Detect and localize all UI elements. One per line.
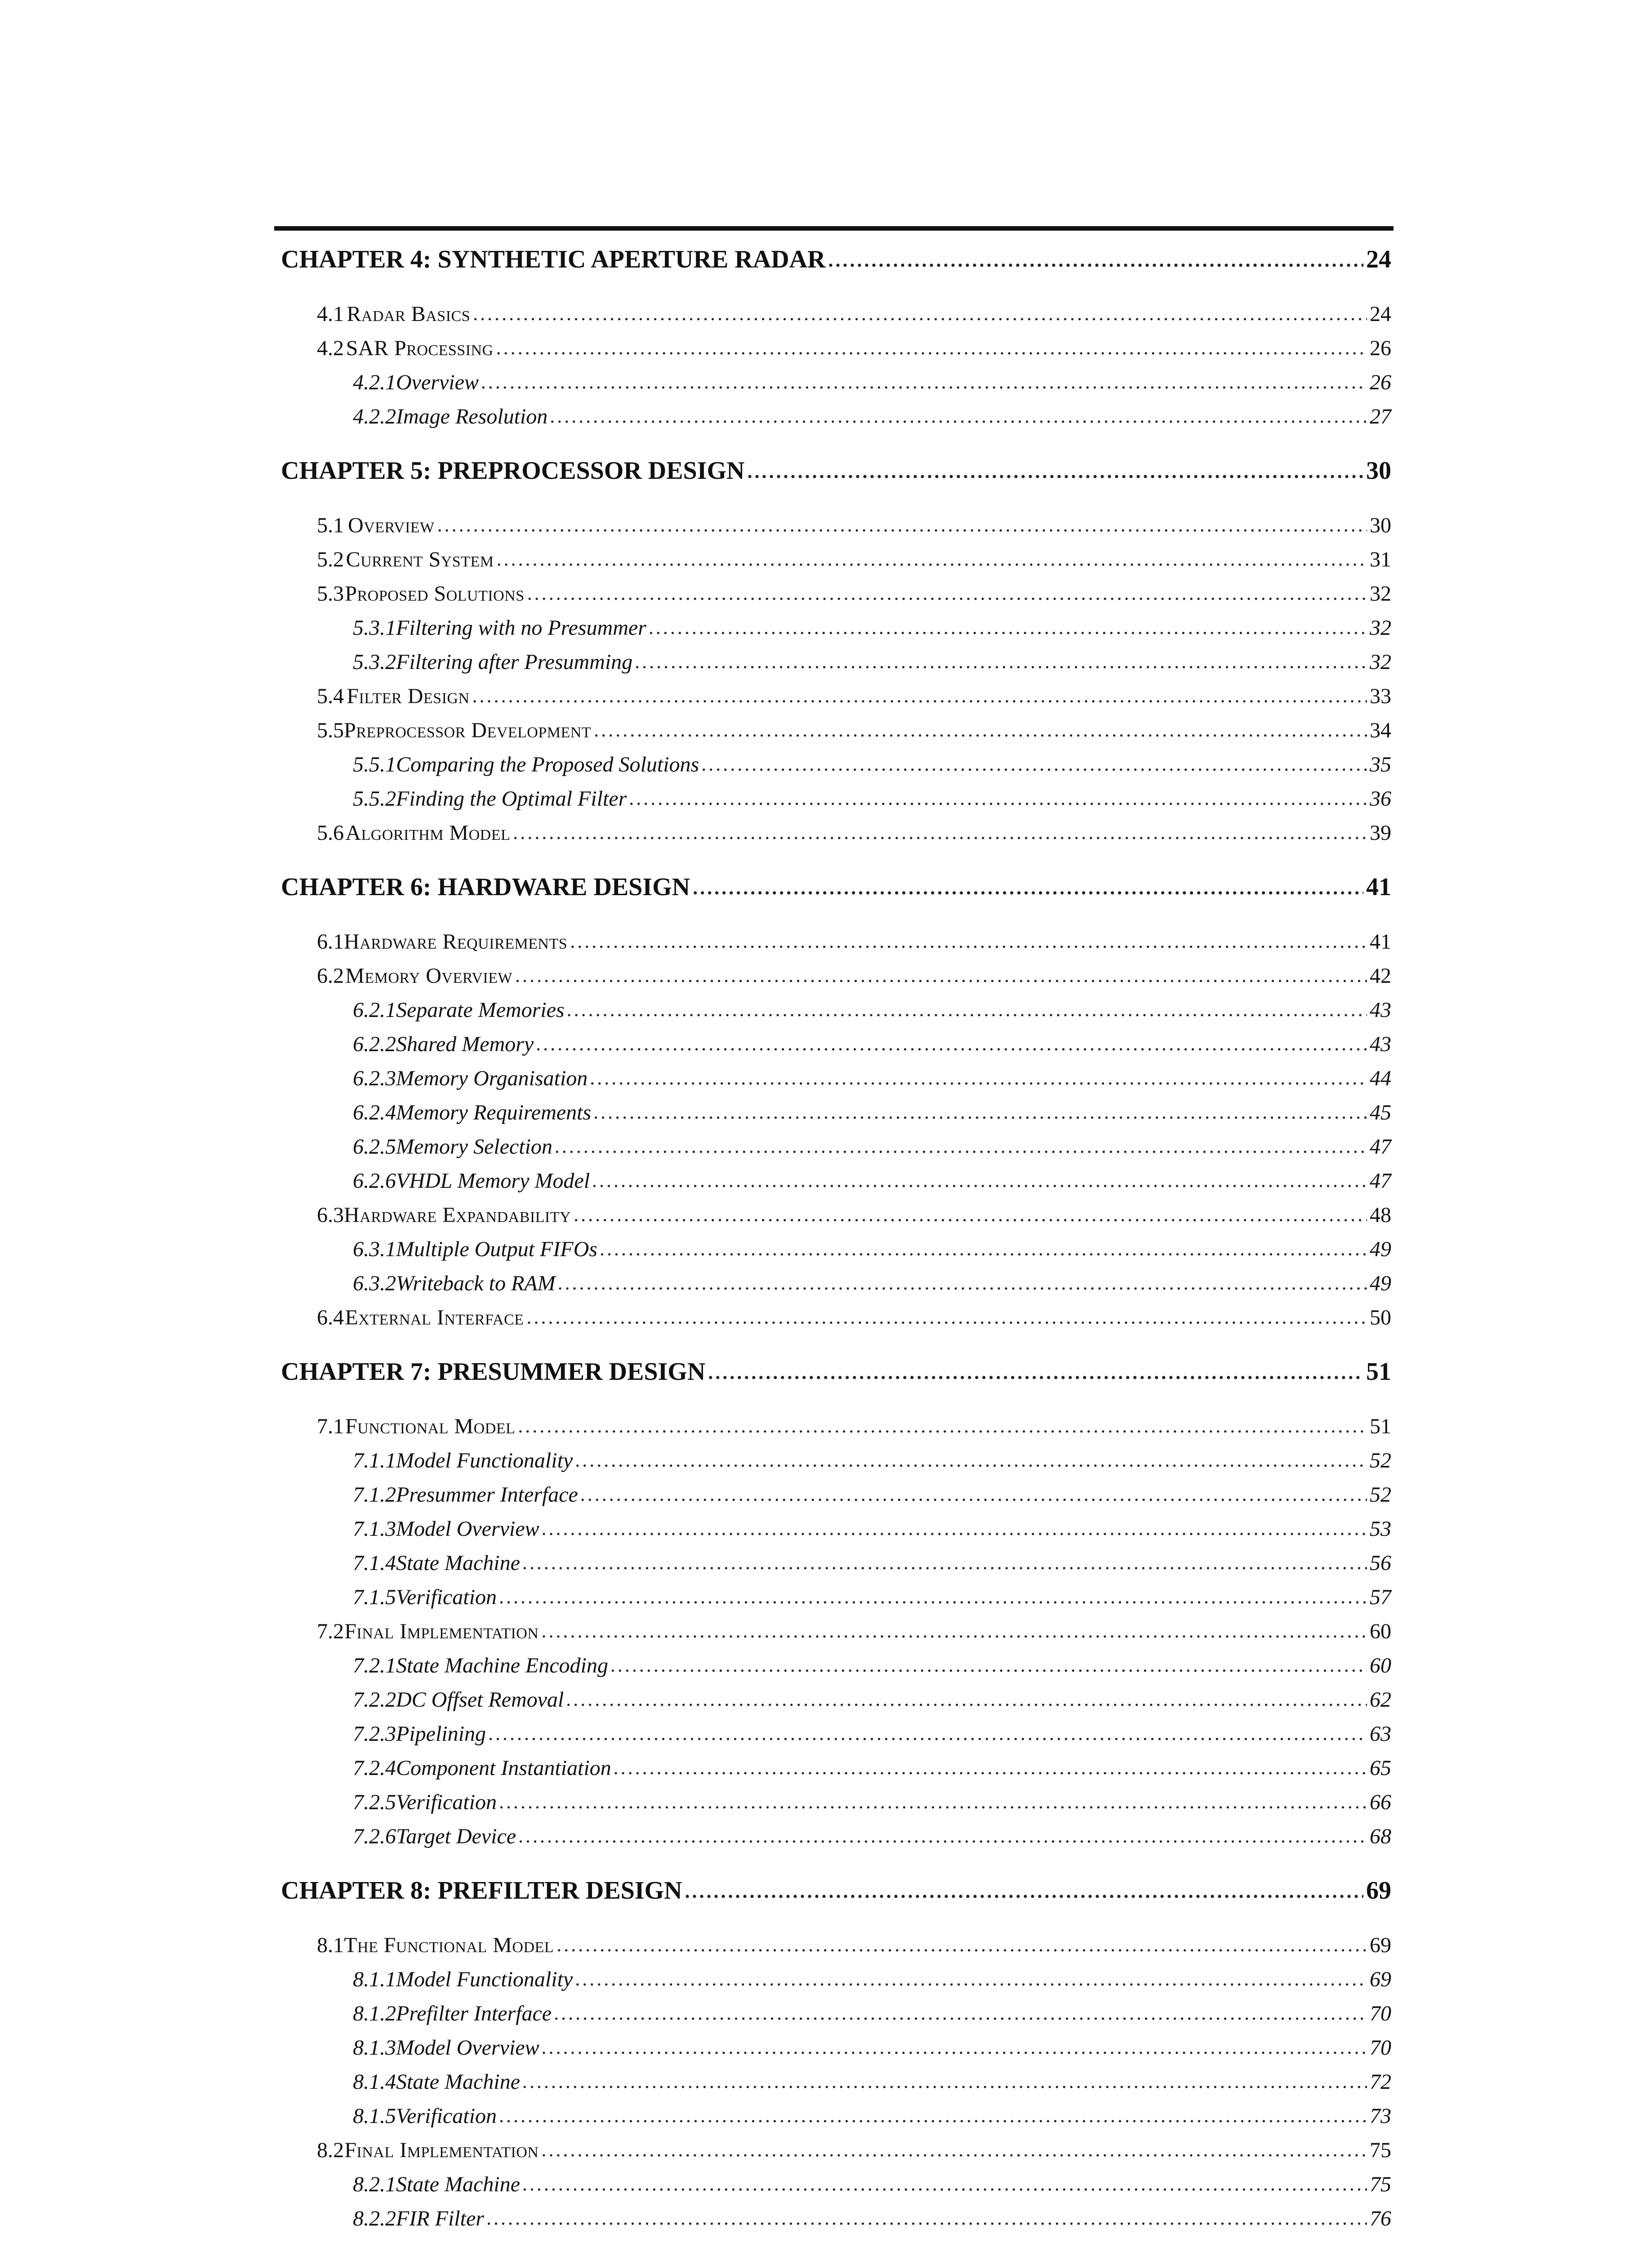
toc-subsection-row: [281, 370, 1391, 404]
toc-entry-title: Component Instantiation: [396, 1756, 611, 1780]
toc-entry-number: 7.2: [317, 1619, 344, 1643]
toc-entry-number: 7.1.1: [353, 1449, 396, 1472]
toc-section-row: [281, 929, 1391, 963]
toc-entry-title: Memory Requirements: [396, 1101, 592, 1124]
dot-leader: [557, 1933, 1367, 1956]
toc-chapter-row: [281, 456, 1391, 491]
toc-page-number: 60: [1370, 1654, 1391, 1677]
toc-page-number: 26: [1370, 370, 1391, 394]
toc-page-number: 43: [1370, 998, 1391, 1022]
toc-page-number: 26: [1370, 336, 1391, 360]
toc-entry-title: Preprocessor Development: [344, 718, 592, 742]
toc-page-number: 41: [1370, 930, 1391, 954]
toc-subsection-row: [281, 752, 1391, 786]
dot-leader: [635, 650, 1367, 673]
toc-entry-title: Image Resolution: [396, 405, 548, 428]
toc-page-number: 39: [1370, 821, 1391, 845]
toc-subsection-row: [281, 998, 1391, 1032]
dot-leader: [592, 1169, 1367, 1192]
toc-entry-title: Verification: [396, 2104, 497, 2128]
toc-subsection-row: [281, 2104, 1391, 2138]
dot-leader: [499, 2104, 1367, 2127]
toc-subsection-row: [281, 1756, 1391, 1790]
toc-page-number: 49: [1370, 1237, 1391, 1261]
toc-page-number: 76: [1370, 2207, 1391, 2230]
toc-entry-title: Memory Selection: [396, 1135, 552, 1159]
toc-entry-title: Final Implementation: [344, 2138, 539, 2162]
toc-chapter-row: [281, 1357, 1391, 1392]
table-of-contents: [281, 245, 1391, 2240]
dot-leader: [523, 1551, 1367, 1574]
toc-page-number: 66: [1370, 1790, 1391, 1814]
toc-page-number: 70: [1370, 2002, 1391, 2025]
dot-leader: [526, 1306, 1367, 1329]
dot-leader: [558, 1271, 1367, 1294]
toc-entry-number: 7.1.4: [353, 1551, 396, 1575]
toc-entry-title: Model Overview: [396, 2036, 539, 2060]
toc-page-number: 33: [1370, 684, 1391, 708]
toc-page-number: 48: [1370, 1203, 1391, 1227]
toc-page-number: 43: [1370, 1032, 1391, 1056]
toc-entry-number: 8.2.1: [353, 2172, 396, 2196]
toc-subsection-row: [281, 1687, 1391, 1722]
dot-leader: [519, 1824, 1367, 1847]
dot-leader: [594, 1101, 1367, 1124]
toc-entry-number: 6.2.3: [353, 1066, 396, 1090]
toc-subsection-row: [281, 1237, 1391, 1271]
toc-entry-title: VHDL Memory Model: [396, 1169, 590, 1193]
toc-entry-number: 7.2.5: [353, 1790, 396, 1814]
toc-page-number: 24: [1370, 302, 1391, 326]
toc-entry-title: Proposed Solutions: [345, 582, 525, 606]
toc-entry-title: Separate Memories: [396, 998, 565, 1022]
toc-entry-title: Final Implementation: [344, 1619, 539, 1643]
toc-page-number: 49: [1370, 1271, 1391, 1295]
toc-entry-number: 7.2.4: [353, 1756, 396, 1780]
toc-entry-title: SAR Processing: [346, 336, 494, 360]
toc-entry-number: 5.1: [317, 513, 344, 537]
dot-leader: [600, 1237, 1367, 1260]
toc-page-number: 27: [1370, 405, 1391, 428]
toc-entry-number: 8.1.4: [353, 2070, 396, 2094]
toc-entry-number: 7.1: [317, 1414, 344, 1438]
toc-section-row: [281, 302, 1391, 336]
toc-page-number: 52: [1370, 1483, 1391, 1507]
toc-entry-title: CHAPTER 6: HARDWARE DESIGN: [281, 873, 690, 901]
dot-leader: [629, 787, 1367, 810]
dot-leader: [708, 1361, 1363, 1384]
toc-entry-title: State Machine: [396, 2172, 520, 2196]
toc-entry-title: Memory Overview: [345, 964, 512, 988]
toc-subsection-row: [281, 1482, 1391, 1517]
toc-entry-number: 7.2.2: [353, 1688, 396, 1712]
toc-entry-number: 7.2.3: [353, 1722, 396, 1746]
toc-entry-title: External Interface: [345, 1306, 524, 1329]
dot-leader: [566, 1688, 1367, 1711]
toc-entry-number: 8.1.5: [353, 2104, 396, 2128]
toc-page-number: 41: [1366, 873, 1391, 901]
toc-subsection-row: [281, 2035, 1391, 2070]
dot-leader: [590, 1066, 1367, 1089]
toc-page-number: 63: [1370, 1722, 1391, 1746]
dot-leader: [489, 1722, 1367, 1745]
toc-entry-title: State Machine: [396, 1551, 520, 1575]
toc-entry-title: Algorithm Model: [345, 821, 511, 845]
toc-page-number: 75: [1370, 2172, 1391, 2196]
toc-entry-title: Comparing the Proposed Solutions: [396, 753, 699, 776]
toc-subsection-row: [281, 786, 1391, 821]
dot-leader: [575, 1967, 1367, 1990]
toc-entry-title: Memory Organisation: [396, 1066, 588, 1090]
toc-entry-title: Filtering with no Presummer: [396, 616, 646, 640]
toc-page-number: 50: [1370, 1306, 1391, 1329]
toc-entry-number: 6.2.1: [353, 998, 396, 1022]
toc-entry-number: 6.2.4: [353, 1101, 396, 1124]
dot-leader: [496, 336, 1367, 359]
toc-section-row: [281, 513, 1391, 547]
toc-entry-title: Hardware Requirements: [344, 930, 568, 954]
toc-page-number: 31: [1370, 548, 1391, 571]
toc-page-number: 69: [1370, 1933, 1391, 1957]
toc-entry-number: 5.3.1: [353, 616, 396, 640]
dot-leader: [570, 930, 1367, 953]
dot-leader: [574, 1203, 1367, 1226]
toc-entry-title: Presummer Interface: [396, 1483, 578, 1507]
toc-entry-title: Multiple Output FIFOs: [396, 1237, 597, 1261]
toc-page-number: 47: [1370, 1135, 1391, 1159]
toc-entry-number: 6.3.1: [353, 1237, 396, 1261]
dot-leader: [513, 821, 1367, 844]
toc-subsection-row: [281, 1100, 1391, 1134]
toc-entry-title: State Machine Encoding: [396, 1654, 608, 1677]
toc-entry-number: 5.4: [317, 684, 344, 708]
toc-page-number: 62: [1370, 1688, 1391, 1712]
toc-entry-number: 5.5: [317, 718, 344, 742]
dot-leader: [473, 302, 1367, 325]
toc-entry-title: Shared Memory: [396, 1032, 534, 1056]
toc-page-number: 32: [1370, 582, 1391, 606]
dot-leader: [499, 1585, 1367, 1608]
toc-section-row: [281, 1305, 1391, 1339]
toc-page-number: 56: [1370, 1551, 1391, 1575]
toc-entry-title: Model Overview: [396, 1517, 539, 1541]
toc-entry-title: Verification: [396, 1790, 497, 1814]
toc-section-row: [281, 2138, 1391, 2172]
toc-page-number: 44: [1370, 1066, 1391, 1090]
toc-section-row: [281, 1414, 1391, 1448]
toc-entry-number: 8.1.3: [353, 2036, 396, 2060]
toc-section-row: [281, 581, 1391, 616]
toc-page-number: 69: [1370, 1967, 1391, 1991]
dot-leader: [542, 1517, 1367, 1540]
toc-entry-number: 6.3.2: [353, 1271, 396, 1295]
toc-page-number: 42: [1370, 964, 1391, 988]
toc-section-row: [281, 684, 1391, 718]
toc-entry-title: Current System: [346, 548, 494, 571]
toc-page-number: 75: [1370, 2138, 1391, 2162]
toc-subsection-row: [281, 2070, 1391, 2104]
toc-section-row: [281, 821, 1391, 855]
toc-entry-number: 6.2.2: [353, 1032, 396, 1056]
dot-leader: [828, 249, 1364, 272]
toc-entry-title: FIR Filter: [396, 2207, 484, 2230]
toc-page-number: 32: [1370, 616, 1391, 640]
toc-entry-number: 5.3.2: [353, 650, 396, 674]
toc-entry-number: 6.2: [317, 964, 344, 988]
toc-page-number: 57: [1370, 1585, 1391, 1609]
toc-entry-title: Overview: [396, 370, 479, 394]
dot-leader: [515, 964, 1367, 987]
toc-subsection-row: [281, 1722, 1391, 1756]
toc-subsection-row: [281, 1551, 1391, 1585]
toc-entry-title: Verification: [396, 1585, 497, 1609]
dot-leader: [554, 2002, 1367, 2025]
toc-entry-number: 7.1.5: [353, 1585, 396, 1609]
dot-leader: [581, 1483, 1367, 1506]
toc-section-row: [281, 547, 1391, 581]
toc-section-row: [281, 1203, 1391, 1237]
dot-leader: [523, 2070, 1367, 2093]
toc-page-number: 32: [1370, 650, 1391, 674]
toc-page-number: 35: [1370, 753, 1391, 776]
toc-entry-title: Filter Design: [347, 684, 470, 708]
toc-page-number: 53: [1370, 1517, 1391, 1541]
dot-leader: [614, 1756, 1367, 1779]
toc-page-number: 30: [1366, 457, 1391, 485]
dot-leader: [523, 2172, 1367, 2195]
dot-leader: [550, 405, 1367, 428]
toc-entry-number: 8.2: [317, 2138, 344, 2162]
dot-leader: [487, 2207, 1367, 2230]
dot-leader: [541, 2138, 1367, 2161]
toc-section-row: [281, 963, 1391, 998]
toc-subsection-row: [281, 1448, 1391, 1482]
toc-entry-title: Model Functionality: [396, 1967, 573, 1991]
toc-chapter-row: [281, 245, 1391, 279]
toc-subsection-row: [281, 1653, 1391, 1687]
dot-leader: [693, 876, 1363, 899]
toc-subsection-row: [281, 1517, 1391, 1551]
toc-page-number: 24: [1366, 245, 1391, 273]
toc-entry-title: Hardware Expandability: [344, 1203, 571, 1227]
toc-entry-title: Target Device: [396, 1824, 517, 1848]
dot-leader: [649, 616, 1367, 639]
toc-entry-title: Functional Model: [345, 1414, 516, 1438]
dot-leader: [472, 684, 1367, 707]
toc-subsection-row: [281, 1271, 1391, 1305]
toc-subsection-row: [281, 404, 1391, 438]
toc-subsection-row: [281, 2001, 1391, 2035]
toc-subsection-row: [281, 616, 1391, 650]
toc-subsection-row: [281, 1824, 1391, 1858]
toc-page-number: 34: [1370, 718, 1391, 742]
toc-entry-number: 6.4: [317, 1306, 344, 1329]
toc-subsection-row: [281, 1169, 1391, 1203]
toc-subsection-row: [281, 1066, 1391, 1100]
toc-page-number: 52: [1370, 1449, 1391, 1472]
toc-entry-number: 7.2.6: [353, 1824, 396, 1848]
toc-entry-number: 6.2.5: [353, 1135, 396, 1159]
toc-entry-number: 4.1: [317, 302, 344, 326]
toc-entry-number: 5.2: [317, 548, 344, 571]
dot-leader: [702, 753, 1367, 776]
toc-entry-title: CHAPTER 4: SYNTHETIC APERTURE RADAR: [281, 245, 826, 273]
toc-page-number: 68: [1370, 1824, 1391, 1848]
toc-subsection-row: [281, 1790, 1391, 1824]
toc-entry-number: 7.1.3: [353, 1517, 396, 1541]
toc-entry-title: Radar Basics: [347, 302, 471, 326]
toc-entry-number: 7.2.1: [353, 1654, 396, 1677]
dot-leader: [611, 1654, 1367, 1677]
dot-leader: [567, 998, 1367, 1021]
toc-entry-title: Model Functionality: [396, 1449, 573, 1472]
toc-entry-title: Prefilter Interface: [396, 2002, 552, 2025]
toc-entry-number: 8.1.2: [353, 2002, 396, 2025]
toc-entry-number: 5.5.2: [353, 787, 396, 811]
toc-subsection-row: [281, 650, 1391, 684]
toc-subsection-row: [281, 1032, 1391, 1066]
dot-leader: [594, 718, 1367, 741]
toc-entry-title: Finding the Optimal Filter: [396, 787, 627, 811]
toc-entry-number: 8.1.1: [353, 1967, 396, 1991]
toc-page-number: 36: [1370, 787, 1391, 811]
toc-subsection-row: [281, 1967, 1391, 2001]
top-rule: [274, 226, 1394, 231]
toc-subsection-row: [281, 1134, 1391, 1169]
dot-leader: [542, 2036, 1367, 2059]
toc-entry-number: 4.2: [317, 336, 344, 360]
toc-entry-number: 6.3: [317, 1203, 344, 1227]
dot-leader: [481, 370, 1367, 393]
toc-entry-title: Overview: [347, 513, 435, 537]
toc-page-number: 72: [1370, 2070, 1391, 2094]
toc-chapter-row: [281, 873, 1391, 907]
toc-section-row: [281, 718, 1391, 752]
toc-entry-number: 5.3: [317, 582, 344, 606]
dot-leader: [575, 1449, 1367, 1472]
toc-entry-title: Writeback to RAM: [396, 1271, 556, 1295]
toc-entry-number: 4.2.1: [353, 370, 396, 394]
toc-entry-number: 6.1: [317, 930, 344, 954]
toc-entry-title: DC Offset Removal: [396, 1688, 564, 1712]
toc-page-number: 30: [1370, 513, 1391, 537]
toc-entry-number: 6.2.6: [353, 1169, 396, 1193]
toc-entry-number: 5.6: [317, 821, 344, 845]
toc-entry-number: 8.1: [317, 1933, 344, 1957]
dot-leader: [497, 548, 1367, 571]
toc-entry-title: CHAPTER 7: PRESUMMER DESIGN: [281, 1358, 706, 1386]
toc-entry-number: 4.2.2: [353, 405, 396, 428]
toc-entry-number: 8.2.2: [353, 2207, 396, 2230]
toc-subsection-row: [281, 2206, 1391, 2240]
toc-page-number: 45: [1370, 1101, 1391, 1124]
dot-leader: [499, 1790, 1367, 1813]
dot-leader: [536, 1032, 1367, 1055]
toc-page-number: 69: [1366, 1877, 1391, 1905]
toc-chapter-row: [281, 1876, 1391, 1910]
toc-section-row: [281, 1619, 1391, 1653]
toc-subsection-row: [281, 2172, 1391, 2206]
toc-subsection-row: [281, 1585, 1391, 1619]
dot-leader: [437, 513, 1367, 536]
dot-leader: [747, 460, 1363, 483]
toc-entry-title: Pipelining: [396, 1722, 486, 1746]
toc-entry-title: The Functional Model: [344, 1933, 554, 1957]
toc-page-number: 51: [1370, 1414, 1391, 1438]
toc-page-number: 65: [1370, 1756, 1391, 1780]
toc-entry-title: State Machine: [396, 2070, 520, 2094]
toc-section-row: [281, 1933, 1391, 1967]
toc-entry-number: 7.1.2: [353, 1483, 396, 1507]
toc-page-number: 70: [1370, 2036, 1391, 2060]
toc-page-number: 47: [1370, 1169, 1391, 1193]
toc-entry-title: CHAPTER 8: PREFILTER DESIGN: [281, 1877, 682, 1905]
toc-page-number: 51: [1366, 1358, 1391, 1386]
toc-page-number: 73: [1370, 2104, 1391, 2128]
dot-leader: [685, 1880, 1363, 1903]
toc-entry-number: 5.5.1: [353, 753, 396, 776]
dot-leader: [518, 1414, 1367, 1437]
dot-leader: [555, 1135, 1367, 1158]
toc-entry-title: Filtering after Presumming: [396, 650, 633, 674]
dot-leader: [541, 1619, 1367, 1642]
toc-page-number: 60: [1370, 1619, 1391, 1643]
dot-leader: [527, 582, 1367, 605]
toc-section-row: [281, 336, 1391, 370]
toc-entry-title: CHAPTER 5: PREPROCESSOR DESIGN: [281, 457, 745, 485]
